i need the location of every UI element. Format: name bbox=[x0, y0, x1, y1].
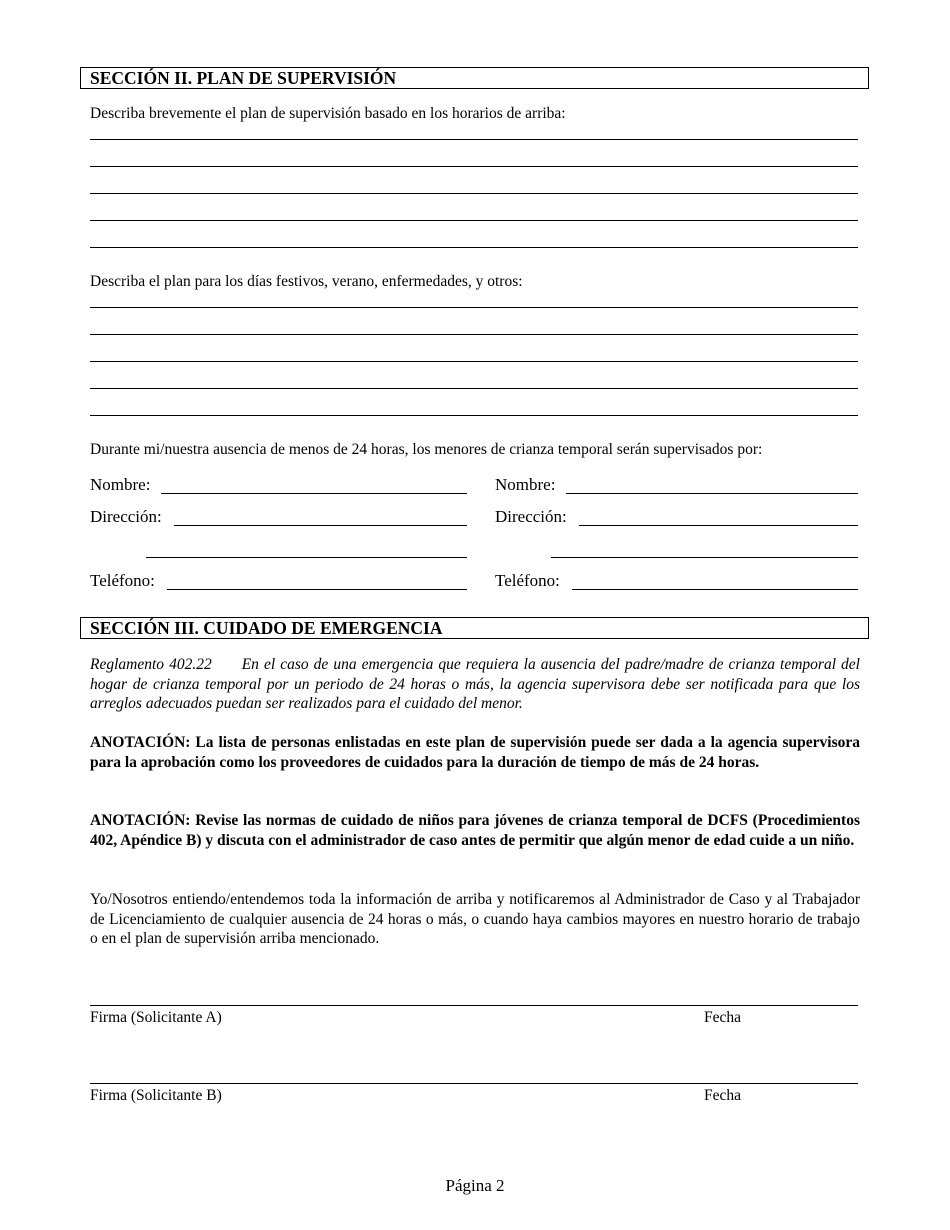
holiday-plan-line-1[interactable] bbox=[90, 307, 858, 308]
date-label-applicant-b: Fecha bbox=[704, 1087, 742, 1104]
section-3-title: SECCIÓN III. CUIDADO DE EMERGENCIA bbox=[80, 617, 869, 639]
page-number: Página 2 bbox=[445, 1176, 505, 1195]
supervision-plan-line-1[interactable] bbox=[90, 139, 858, 140]
name-field-right[interactable] bbox=[566, 493, 858, 494]
supervision-plan-line-5[interactable] bbox=[90, 247, 858, 248]
signature-label-applicant-b: Firma (Solicitante B) bbox=[90, 1087, 222, 1104]
supervision-plan-prompt: Describa brevemente el plan de supervisión basado en los horarios de arriba: bbox=[90, 105, 566, 122]
supervision-plan-line-3[interactable] bbox=[90, 193, 858, 194]
name-label-right: Nombre: bbox=[495, 475, 556, 494]
supervision-plan-line-2[interactable] bbox=[90, 166, 858, 167]
section-2-title: SECCIÓN II. PLAN DE SUPERVISIÓN bbox=[80, 67, 869, 89]
regulation-text: En el caso de una emergencia que requiera la ausencia del padre/madre de crianza temporal del hogar de crianza temporal por un periodo de 24 horas o más, la agencia supervisora debe ser notificada para que los arreglos adecuados puedan ser realizados para el cuidado del menor. bbox=[90, 656, 860, 712]
phone-label-right: Teléfono: bbox=[495, 571, 560, 590]
phone-field-right[interactable] bbox=[572, 589, 858, 590]
name-label-left: Nombre: bbox=[90, 475, 151, 494]
supervision-plan-line-4[interactable] bbox=[90, 220, 858, 221]
signature-line-applicant-a[interactable] bbox=[90, 1005, 858, 1006]
name-field-left[interactable] bbox=[161, 493, 467, 494]
address-label-right: Dirección: bbox=[495, 507, 567, 526]
regulation-code: Reglamento 402.22 bbox=[90, 656, 212, 673]
address-field-right[interactable] bbox=[579, 525, 858, 526]
phone-field-left[interactable] bbox=[167, 589, 467, 590]
address-field-right-line-2[interactable] bbox=[551, 557, 858, 558]
note-1: ANOTACIÓN: La lista de personas enlistadas en este plan de supervisión puede ser dada a la agencia supervisora para la aprobación como los proveedores de cuidados para la duración de tiempo de más de 24 horas. bbox=[90, 734, 860, 771]
address-label-left: Dirección: bbox=[90, 507, 162, 526]
acknowledgement-paragraph: Yo/Nosotros entiendo/entendemos toda la información de arriba y notificaremos al Administrador de Caso y al Trabajador de Licenciamiento de cualquier ausencia de 24 horas o más, o cuando haya cambios mayores en nuestro horario de trabajo o en el plan de supervisión arriba mencionado. bbox=[90, 891, 860, 947]
date-label-applicant-a: Fecha bbox=[704, 1009, 742, 1026]
address-field-left-line-2[interactable] bbox=[146, 557, 467, 558]
holiday-plan-line-5[interactable] bbox=[90, 415, 858, 416]
regulation-paragraph bbox=[90, 655, 860, 714]
signature-line-applicant-b[interactable] bbox=[90, 1083, 858, 1084]
holiday-plan-prompt: Describa el plan para los días festivos, verano, enfermedades, y otros: bbox=[90, 273, 523, 290]
signature-label-applicant-a: Firma (Solicitante A) bbox=[90, 1009, 222, 1026]
holiday-plan-line-3[interactable] bbox=[90, 361, 858, 362]
phone-label-left: Teléfono: bbox=[90, 571, 155, 590]
holiday-plan-line-4[interactable] bbox=[90, 388, 858, 389]
address-field-left[interactable] bbox=[174, 525, 467, 526]
note-2: ANOTACIÓN: Revise las normas de cuidado de niños para jóvenes de crianza temporal de DCFS (Procedimientos 402, Apéndice B) y discuta con el administrador de caso antes de permitir que algún menor de edad cuide a un niño. bbox=[90, 812, 860, 849]
absence-supervisor-prompt: Durante mi/nuestra ausencia de menos de 24 horas, los menores de crianza temporal serán supervisados por: bbox=[90, 441, 763, 458]
holiday-plan-line-2[interactable] bbox=[90, 334, 858, 335]
